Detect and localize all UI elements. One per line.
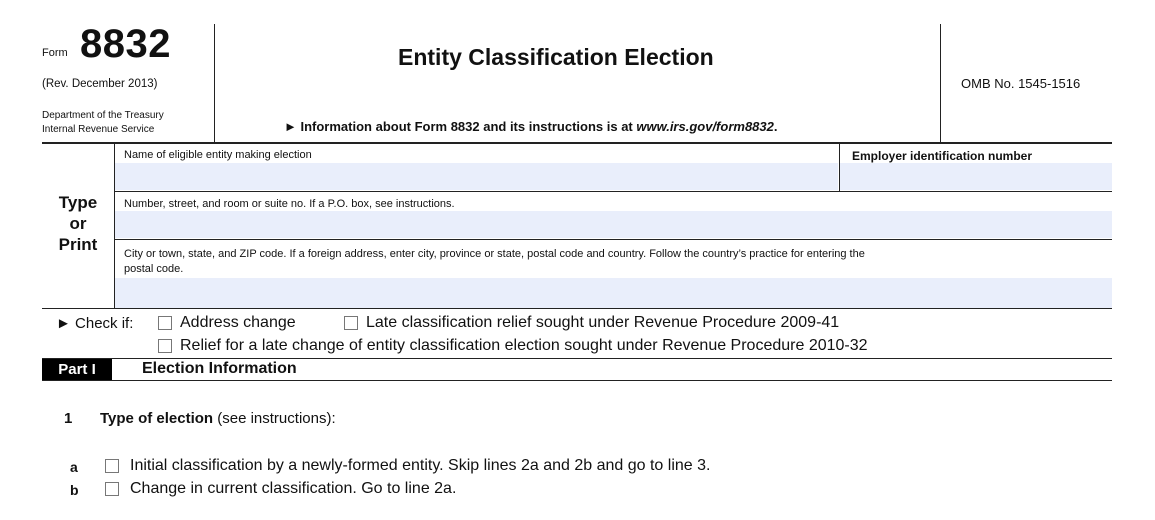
city-field[interactable] xyxy=(115,278,1112,308)
or-label: or xyxy=(69,214,87,233)
late-relief-2009-label: Late classification relief sought under Revenue Procedure 2009-41 xyxy=(366,314,840,331)
ein-field[interactable] xyxy=(840,163,1112,190)
department: Department of the Treasury xyxy=(42,110,164,121)
form-revision: (Rev. December 2013) xyxy=(42,78,158,90)
line1a-checkbox[interactable] xyxy=(105,459,119,473)
part1-top-rule xyxy=(42,358,1112,359)
line1-label xyxy=(100,410,336,427)
info-suffix: . xyxy=(773,119,778,134)
line1b-text: Change in current classification. Go to line 2a. xyxy=(130,480,457,497)
address-change-label: Address change xyxy=(180,314,296,331)
header-divider-left xyxy=(214,24,215,142)
line1-label-rest: (see instructions): xyxy=(213,410,336,427)
street-field[interactable] xyxy=(115,211,1112,238)
form-word: Form xyxy=(42,47,68,59)
line1a-text: Initial classification by a newly-formed entity. Skip lines 2a and 2b and go to line 3. xyxy=(130,457,711,474)
line1-label-bold: Type of election xyxy=(100,410,214,427)
header-bottom-rule xyxy=(42,142,1112,144)
part1-badge: Part I xyxy=(42,359,112,380)
street-row-rule xyxy=(114,239,1112,240)
type-print-label xyxy=(42,192,114,255)
line1a-letter: a xyxy=(70,459,78,475)
late-relief-2010-label: Relief for a late change of entity classification election sought under Revenue Procedure 2010-32 xyxy=(180,337,868,354)
type-label: Type xyxy=(58,193,98,212)
ein-label: Employer identification number xyxy=(852,149,1033,163)
form-title: Entity Classification Election xyxy=(398,44,714,70)
name-row-rule xyxy=(114,191,1112,192)
line1b-checkbox[interactable] xyxy=(105,482,119,496)
part1-bottom-rule xyxy=(42,380,1112,381)
header-divider-right xyxy=(940,24,941,142)
address-change-checkbox[interactable] xyxy=(158,316,172,330)
omb-number: OMB No. 1545-1516 xyxy=(961,76,1081,91)
late-relief-2010-checkbox[interactable] xyxy=(158,339,172,353)
info-prefix: ► Information about Form 8832 and its instructions is at xyxy=(284,119,637,134)
city-label-line1: City or town, state, and ZIP code. If a foreign address, enter city, province or state, postal code and country. Follow the country’s practice for entering the xyxy=(124,248,865,260)
entity-block-bottom-rule xyxy=(42,308,1112,309)
entity-name-field[interactable] xyxy=(115,163,838,190)
info-url[interactable]: www.irs.gov/form8832 xyxy=(636,119,774,134)
form-number: 8832 xyxy=(80,22,171,66)
line1-number: 1 xyxy=(64,410,73,427)
print-label: Print xyxy=(58,235,98,254)
info-line xyxy=(284,119,778,134)
service: Internal Revenue Service xyxy=(42,124,155,135)
part1-title: Election Information xyxy=(142,360,297,377)
city-label-line2: postal code. xyxy=(124,263,184,275)
entity-name-label: Name of eligible entity making election xyxy=(124,149,312,161)
check-if-label: ► Check if: xyxy=(56,315,134,332)
late-relief-2009-checkbox[interactable] xyxy=(344,316,358,330)
street-label: Number, street, and room or suite no. If a P.O. box, see instructions. xyxy=(124,198,455,210)
line1b-letter: b xyxy=(70,482,79,498)
